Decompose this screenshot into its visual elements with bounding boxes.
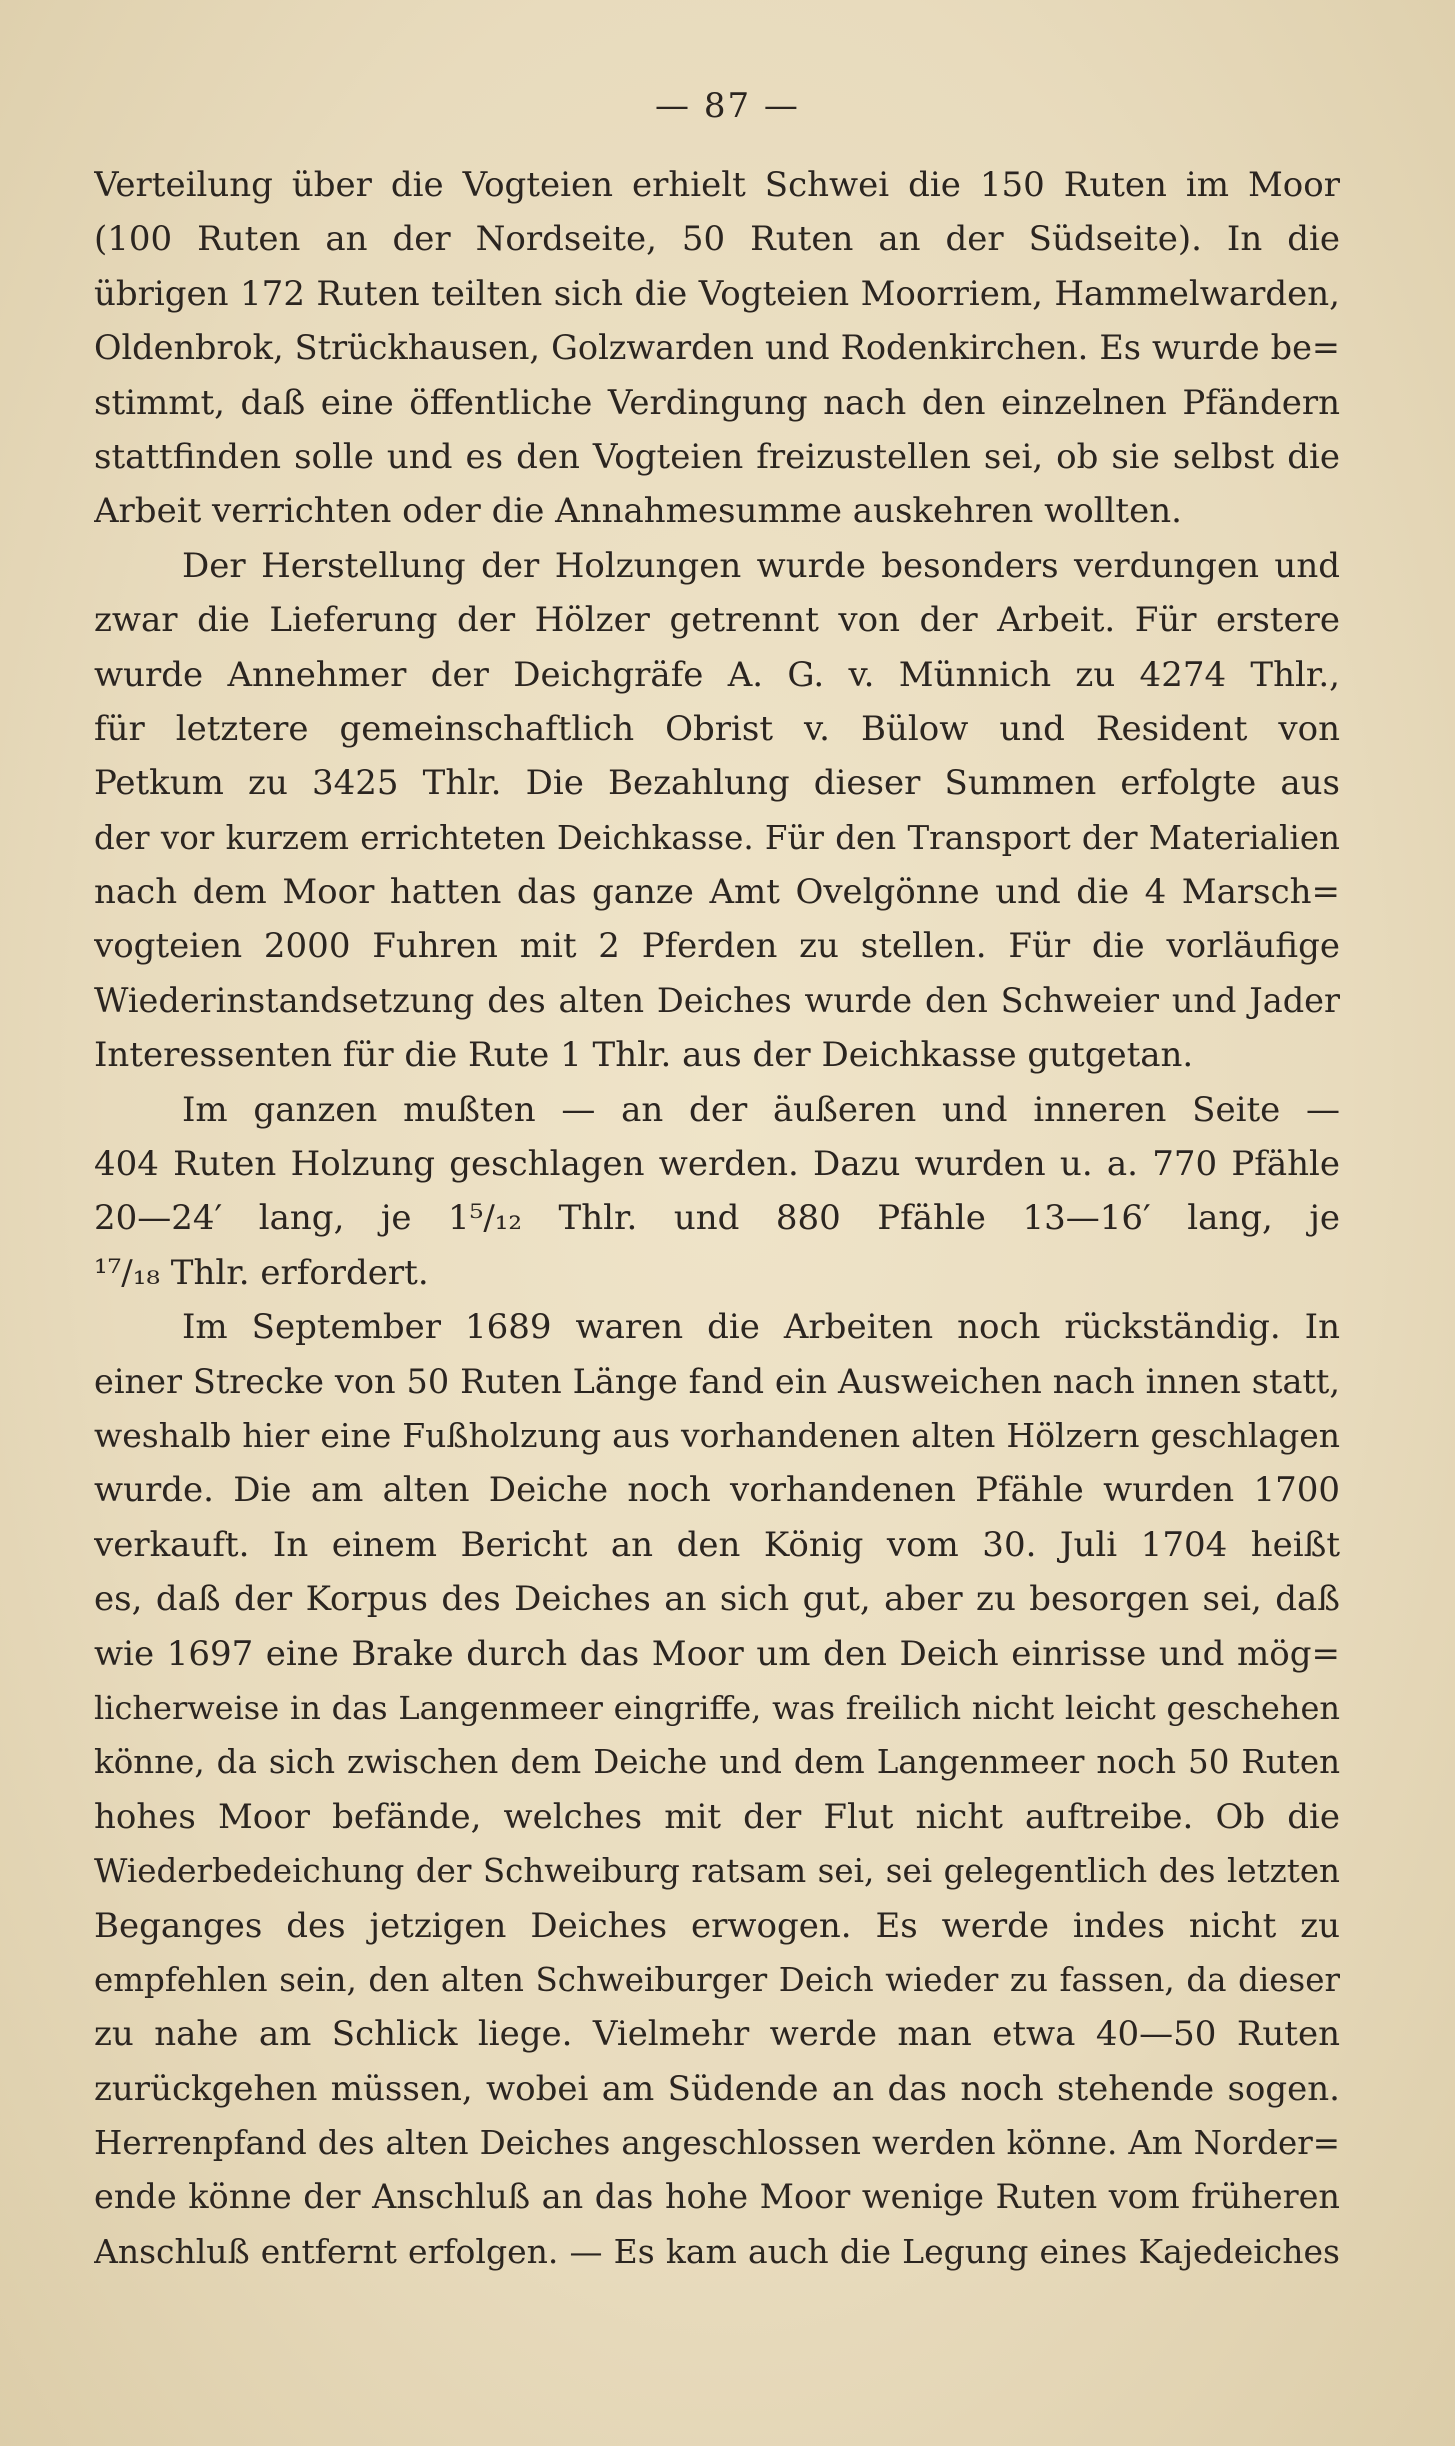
text-line: 404 Ruten Holzung geschlagen werden. Dazu wurden u. a. 770 Pfähle — [94, 1144, 1340, 1185]
text-line: nach dem Moor hatten das ganze Amt Ovelgönne und die 4 Marsch= — [94, 872, 1340, 913]
text-line: Beganges des jetzigen Deiches erwogen. Es werde indes nicht zu — [94, 1905, 1340, 1946]
text-line: Im September 1689 waren die Arbeiten noch rückständig. In — [182, 1307, 1340, 1348]
text-line: Oldenbrok, Strückhausen, Golzwarden und Rodenkirchen. Es wurde be= — [94, 328, 1340, 368]
text-line: wurde. Die am alten Deiche noch vorhandenen Pfähle wurden 1700 — [94, 1470, 1340, 1511]
text-line: für letztere gemeinschaftlich Obrist v. Bülow und Resident von — [94, 708, 1340, 749]
text-line: ¹⁷/₁₈ Thlr. erfordert. — [94, 1252, 429, 1293]
text-line: stimmt, daß eine öffentliche Verdingung nach den einzelnen Pfändern — [94, 382, 1340, 423]
text-line: Wiederinstandsetzung des alten Deiches wurde den Schweier und Jader — [94, 980, 1340, 1020]
text-line: empfehlen sein, den alten Schweiburger Deich wieder zu fassen, da dieser — [94, 1960, 1340, 1999]
text-line: könne, da sich zwischen dem Deiche und dem Langenmeer noch 50 Ruten — [94, 1743, 1340, 1782]
text-line: weshalb hier eine Fußholzung aus vorhandenen alten Hölzern geschlagen — [94, 1415, 1340, 1455]
text-line: Anschluß entfernt erfolgen. — Es kam auch die Legung eines Kajedeiches — [94, 2231, 1340, 2271]
text-line: verkauft. In einem Bericht an den König vom 30. Juli 1704 heißt — [94, 1524, 1340, 1565]
text-line: Verteilung über die Vogteien erhielt Schwei die 150 Ruten im Moor — [94, 165, 1340, 205]
text-line: zu nahe am Schlick liege. Vielmehr werde man etwa 40—50 Ruten — [94, 2014, 1340, 2055]
text-line: hohes Moor befände, welches mit der Flut nicht auftreibe. Ob die — [94, 1796, 1340, 1837]
text-line: wurde Annehmer der Deichgräfe A. G. v. Münnich zu 4274 Thlr., — [94, 654, 1340, 695]
page-number: — 87 — — [655, 86, 800, 126]
text-line: der vor kurzem errichteten Deichkasse. Für den Transport der Materialien — [94, 818, 1340, 857]
text-line: vogteien 2000 Fuhren mit 2 Pferden zu stellen. Für die vorläufige — [94, 926, 1340, 967]
text-line: übrigen 172 Ruten teilten sich die Vogteien Moorriem, Hammelwarden, — [94, 273, 1340, 314]
text-line: einer Strecke von 50 Ruten Länge fand ein Ausweichen nach innen statt, — [94, 1361, 1340, 1401]
text-line: wie 1697 eine Brake durch das Moor um den Deich einrisse und mög= — [94, 1633, 1340, 1674]
body-text — [94, 158, 1340, 2279]
text-line: zwar die Lieferung der Hölzer getrennt von der Arbeit. Für erstere — [94, 600, 1340, 641]
text-line: licherweise in das Langenmeer eingriffe, was freilich nicht leicht geschehen — [94, 1688, 1340, 1727]
text-line: 20—24′ lang, je 1⁵/₁₂ Thlr. und 880 Pfähle 13—16′ lang, je — [94, 1198, 1340, 1239]
text-line: ende könne der Anschluß an das hohe Moor wenige Ruten vom früheren — [94, 2177, 1340, 2217]
text-line: Herrenpfand des alten Deiches angeschlossen werden könne. Am Norder= — [94, 2124, 1340, 2163]
text-line: Der Herstellung der Holzungen wurde besonders verdungen und — [182, 545, 1340, 586]
text-line: (100 Ruten an der Nordseite, 50 Ruten an der Südseite). In die — [94, 219, 1340, 260]
text-line: zurückgehen müssen, wobei am Südende an das noch stehende sogen. — [94, 2068, 1340, 2109]
text-line: Petkum zu 3425 Thlr. Die Bezahlung dieser Summen erfolgte aus — [94, 763, 1340, 804]
text-line: stattfinden solle und es den Vogteien freizustellen sei, ob sie selbst die — [94, 436, 1340, 477]
text-line: Wiederbedeichung der Schweiburg ratsam sei, sei gelegentlich des letzten — [94, 1852, 1340, 1891]
text-line: es, daß der Korpus des Deiches an sich gut, aber zu besorgen sei, daß — [94, 1579, 1340, 1620]
text-line: Interessenten für die Rute 1 Thlr. aus der Deichkasse gutgetan. — [94, 1035, 1194, 1076]
text-line: Arbeit verrichten oder die Annahmesumme auskehren wollten. — [94, 491, 1182, 532]
text-line: Im ganzen mußten — an der äußeren und inneren Seite — — [182, 1089, 1340, 1130]
